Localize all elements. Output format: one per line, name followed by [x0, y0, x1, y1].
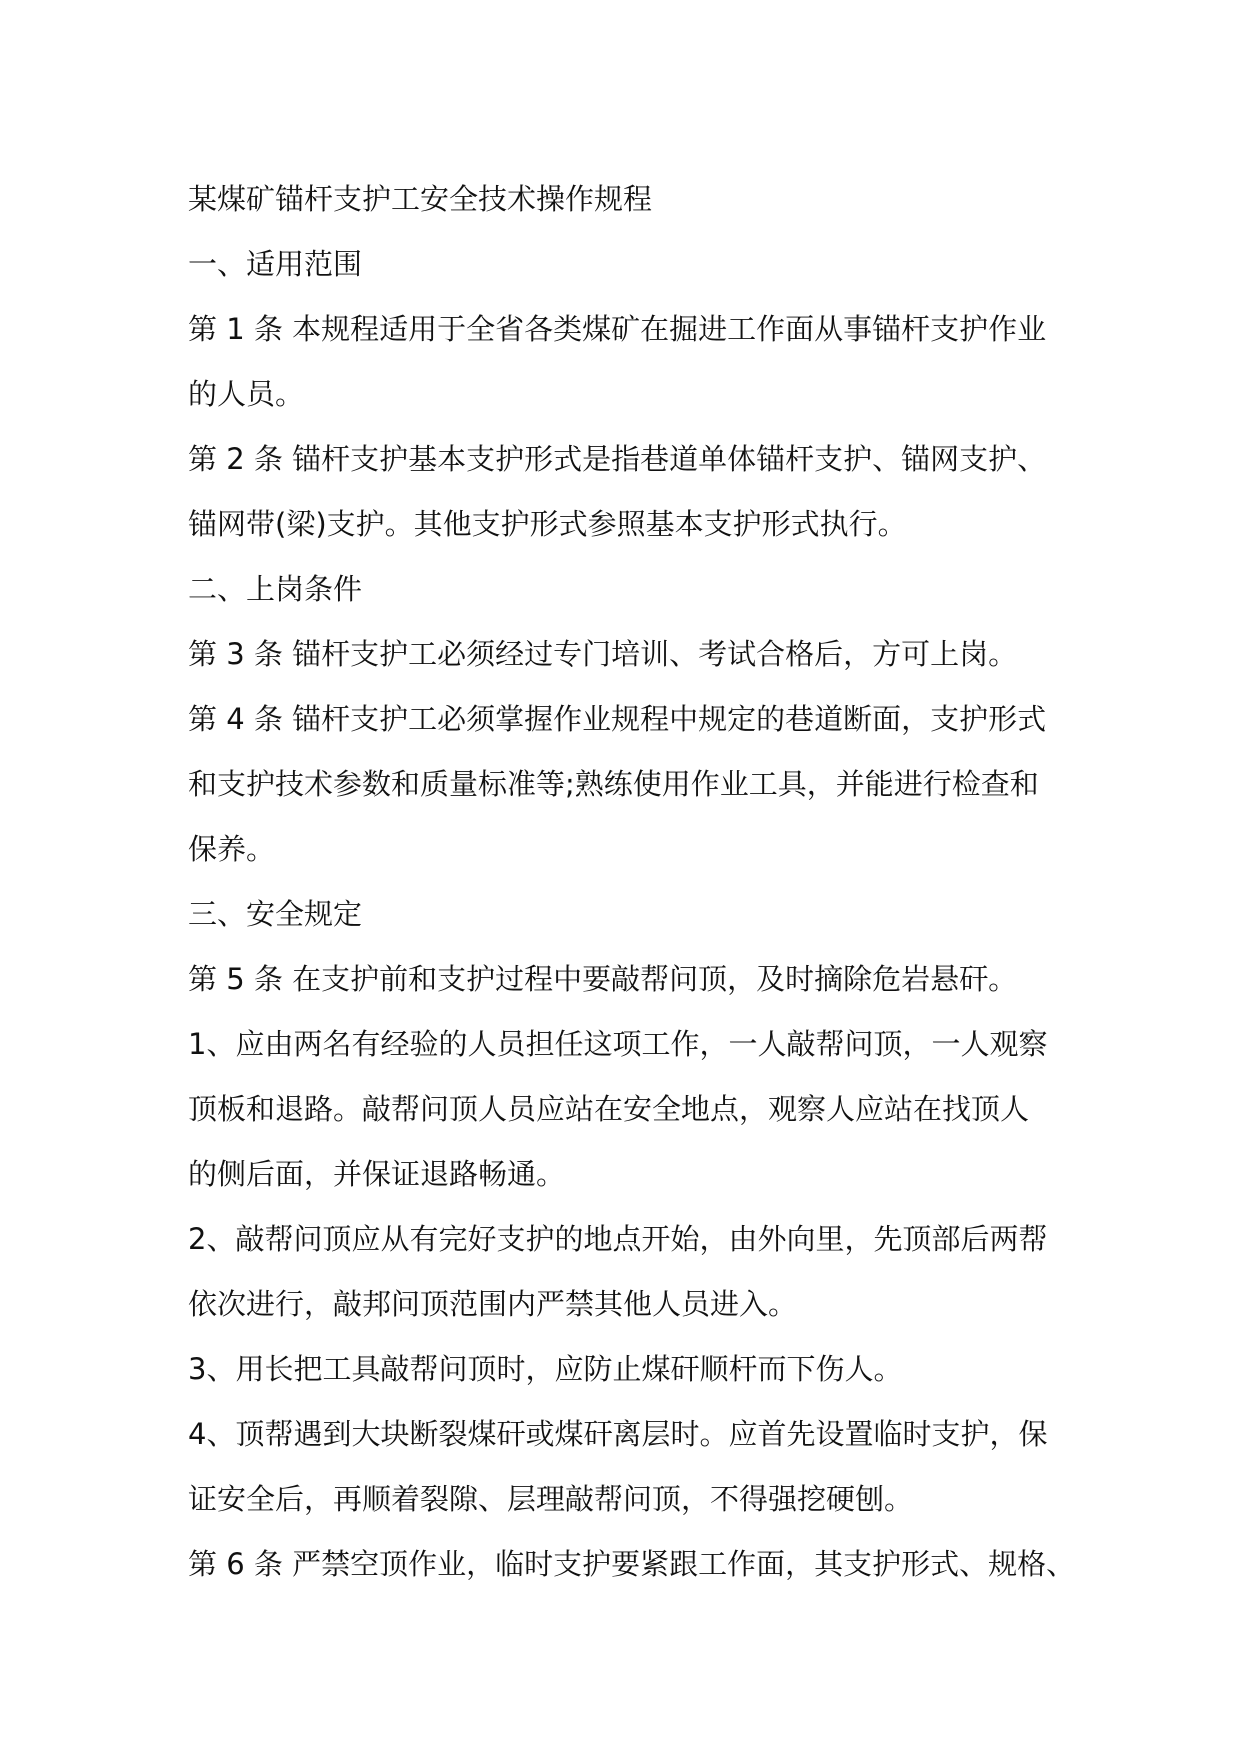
- document-title: 某煤矿锚杆支护工安全技术操作规程: [188, 182, 653, 216]
- text-line: 第 3 条 锚杆支护工必须经过专门培训、考试合格后，方可上岗。: [188, 637, 1018, 671]
- section-heading: 一、适用范围: [188, 247, 363, 281]
- text-line: 保养。: [188, 832, 276, 866]
- text-line: 和支护技术参数和质量标准等;熟练使用作业工具，并能进行检查和: [188, 767, 1039, 801]
- text-line: 顶板和退路。敲帮问顶人员应站在安全地点，观察人应站在找顶人: [188, 1092, 1030, 1126]
- document-body: [188, 167, 1088, 1597]
- text-line: 的人员。: [188, 377, 305, 411]
- text-line: 2、敲帮问顶应从有完好支护的地点开始，由外向里，先顶部后两帮: [188, 1222, 1048, 1256]
- text-line: 第 5 条 在支护前和支护过程中要敲帮问顶，及时摘除危岩悬矸。: [188, 962, 1018, 996]
- text-line: 1、应由两名有经验的人员担任这项工作，一人敲帮问顶，一人观察: [188, 1027, 1048, 1061]
- text-line: 的侧后面，并保证退路畅通。: [188, 1157, 566, 1191]
- text-line: 第 1 条 本规程适用于全省各类煤矿在掘进工作面从事锚杆支护作业: [188, 312, 1047, 346]
- text-line: 第 4 条 锚杆支护工必须掌握作业规程中规定的巷道断面，支护形式: [188, 702, 1047, 736]
- text-line: 证安全后，再顺着裂隙、层理敲帮问顶，不得强挖硬刨。: [188, 1482, 914, 1516]
- text-line: 3、用长把工具敲帮问顶时，应防止煤矸顺杆而下伤人。: [188, 1352, 903, 1386]
- text-line: 依次进行，敲邦问顶范围内严禁其他人员进入。: [188, 1287, 798, 1321]
- text-line: 锚网带(梁)支护。其他支护形式参照基本支护形式执行。: [188, 507, 907, 541]
- text-line: 4、顶帮遇到大块断裂煤矸或煤矸离层时。应首先设置临时支护，保: [188, 1417, 1048, 1451]
- text-line: 第 2 条 锚杆支护基本支护形式是指巷道单体锚杆支护、锚网支护、: [188, 442, 1047, 476]
- section-heading: 三、安全规定: [188, 897, 363, 931]
- section-heading: 二、上岗条件: [188, 572, 363, 606]
- text-line: 第 6 条 严禁空顶作业，临时支护要紧跟工作面，其支护形式、规格、: [188, 1547, 1076, 1581]
